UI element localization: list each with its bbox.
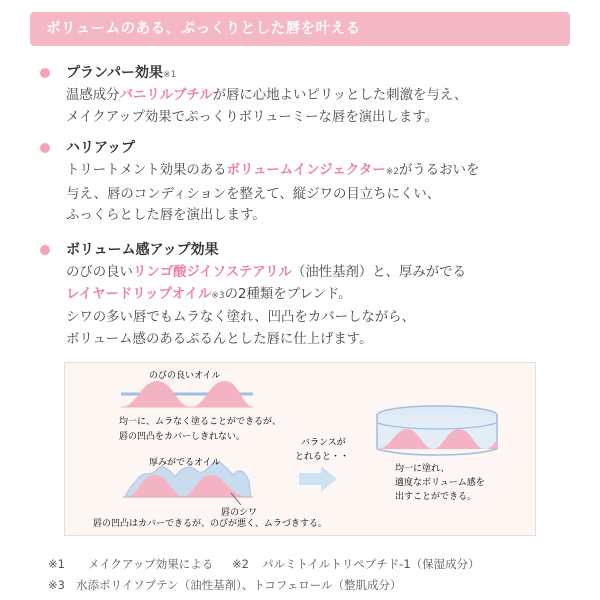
bullet-dot	[40, 143, 50, 153]
oil-comparison-diagram	[64, 362, 536, 536]
footnote-text: メイクアップ効果による	[88, 557, 214, 571]
bullet-dot	[40, 245, 50, 255]
arrow-right-icon	[299, 466, 337, 492]
footnote-mark: ※2	[232, 557, 249, 571]
result-text-3: 出すことができる。	[395, 492, 477, 502]
result-illustration	[377, 406, 497, 455]
diagram-illustration	[65, 363, 535, 535]
feature-title: ハリアップ	[66, 140, 136, 156]
label-wrinkle: 唇のシワ	[221, 508, 258, 518]
feature-title: ボリューム感アップ効果	[66, 242, 219, 258]
header-title: ボリュームのある、ぷっくりとした唇を叶える	[46, 21, 361, 37]
thick-oil-illustration	[123, 457, 257, 518]
footnote-text: 水添ポリイソブテン（油性基剤）、トコフェロール（整肌成分）	[76, 578, 402, 592]
footnotes	[48, 554, 480, 596]
label-thick-oil: 厚みがでるオイル	[149, 458, 221, 468]
feature-body: のびの良いリンゴ酸ジイソステアリル（油性基剤）と、厚みがでる レイヤードリップオイル※3の2種類をブレンド。 シワの多い唇でもムラなく塗れ、凹凸をカバーしながら、 ボリューム感のあるぷるんとした唇に仕上げます。	[66, 265, 466, 347]
label-thin-oil: のびの良いオイル	[149, 371, 221, 381]
footnote-row	[48, 554, 480, 575]
balance-text-1: バランスが	[301, 438, 346, 448]
text-thin-1: 均一に、ムラなく塗ることができるが、	[119, 417, 282, 427]
text-thin-2: 唇の凹凸をカバーしきれない。	[119, 432, 246, 442]
result-text-2: 適度なボリューム感を	[395, 478, 485, 488]
text-thick: 唇の凹凸はカバーできるが、のびが悪く、ムラづきする。	[93, 519, 327, 529]
feature-body: トリートメント効果のあるボリュームインジェクター※2がうるおいを 与え、唇のコンディションを整えて、縦ジワの目立ちにくい、 ふっくらとした唇を演出します。	[66, 163, 480, 223]
footnote-row	[48, 575, 480, 596]
balance-text-2: とれると・・	[295, 452, 350, 462]
thin-oil-illustration	[121, 369, 253, 407]
footnote-mark: ※1	[48, 557, 65, 571]
feature-title: プランパー効果※1	[66, 65, 177, 81]
section-header	[30, 12, 570, 46]
footnote-text: パルミトイルトリペプチド-1（保湿成分）	[262, 557, 480, 571]
footnote-mark: ※3	[48, 578, 65, 592]
bullet-dot	[40, 68, 50, 78]
result-text-1: 均一に塗れ、	[395, 464, 450, 474]
feature-body: 温感成分バニリルブチルが唇に心地よいピリッとした刺激を与え、 メイクアップ効果でぷっくりボリューミーな唇を演出します。	[66, 88, 468, 125]
